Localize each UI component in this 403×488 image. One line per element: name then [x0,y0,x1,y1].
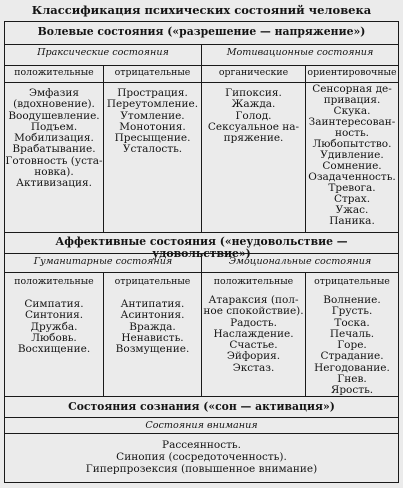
column-header-negative: отрицательные [314,276,390,287]
column-header-positive: положительные [14,276,94,287]
section-header-consciousness: Состояния сознания («сон — активация») [68,400,335,413]
subheader-motivational: Мотивационные состояния [226,47,374,58]
column-header-organic: органические [218,67,289,78]
classification-table [4,21,399,483]
column-header-negative: отрицательные [114,67,191,78]
list-emotional-positive: Атараксия (пол- ное спокойствие). Радость. Наслаждение. Счастье. Эйфория. Экстаз. [203,294,304,374]
list-humanitarian-negative: Антипатия. Асинтония. Вражда. Ненависть. Возмущение. [115,298,190,356]
section-header-volitional: Волевые состояния («разрешение — напряжение») [37,25,366,38]
subheader-humanitarian: Гуманитарные состояния [33,256,173,267]
subheader-praxic: Праксические состояния [37,47,169,58]
list-orienting: Сенсорная де- привация. Скука. Заинтересован- ность. Любопытство. Удивление. Сомнение. Озадаченность. Тревога. Страх. Ужас. Паника. [308,83,396,227]
list-humanitarian-positive: Симпатия. Синтония. Дружба. Любовь. Восхищение. [17,298,91,356]
column-header-positive: положительные [213,276,294,287]
list-volitional-positive: Эмфазия (вдохновение). Воодушевление. Подъем. Мобилизация. Врабатывание. Готовность (уста- новка). Активизация. [5,87,103,190]
list-emotional-negative: Волнение. Грусть. Тоска. Печаль. Горе. Страдание. Негодование. Гнев. Ярость. [314,294,390,397]
list-organic: Гипоксия. Жажда. Голод. Сексуальное на- пряжение. [207,87,300,145]
divider [5,232,398,233]
divider [5,433,398,434]
column-header-negative: отрицательные [114,276,191,287]
column-header-positive: положительные [14,67,94,78]
list-volitional-negative: Прострация. Переутомление. Утомление. Монотония. Пресыщение. Усталость. [106,87,199,156]
divider [5,417,398,418]
subheader-emotional: Эмоциональные состояния [228,256,372,267]
page-title: Классификация психических состояний человека [31,3,372,17]
column-header-orienting: ориентировочные [307,67,397,78]
list-attention: Рассеянность. Синопия (сосредоточенность). Гиперпрозексия (повышенное внимание) [85,439,318,475]
subheader-attention: Состояния внимания [145,420,258,431]
section-header-affective: Аффективные состояния («неудовольствие — удовольствие») [55,235,348,260]
